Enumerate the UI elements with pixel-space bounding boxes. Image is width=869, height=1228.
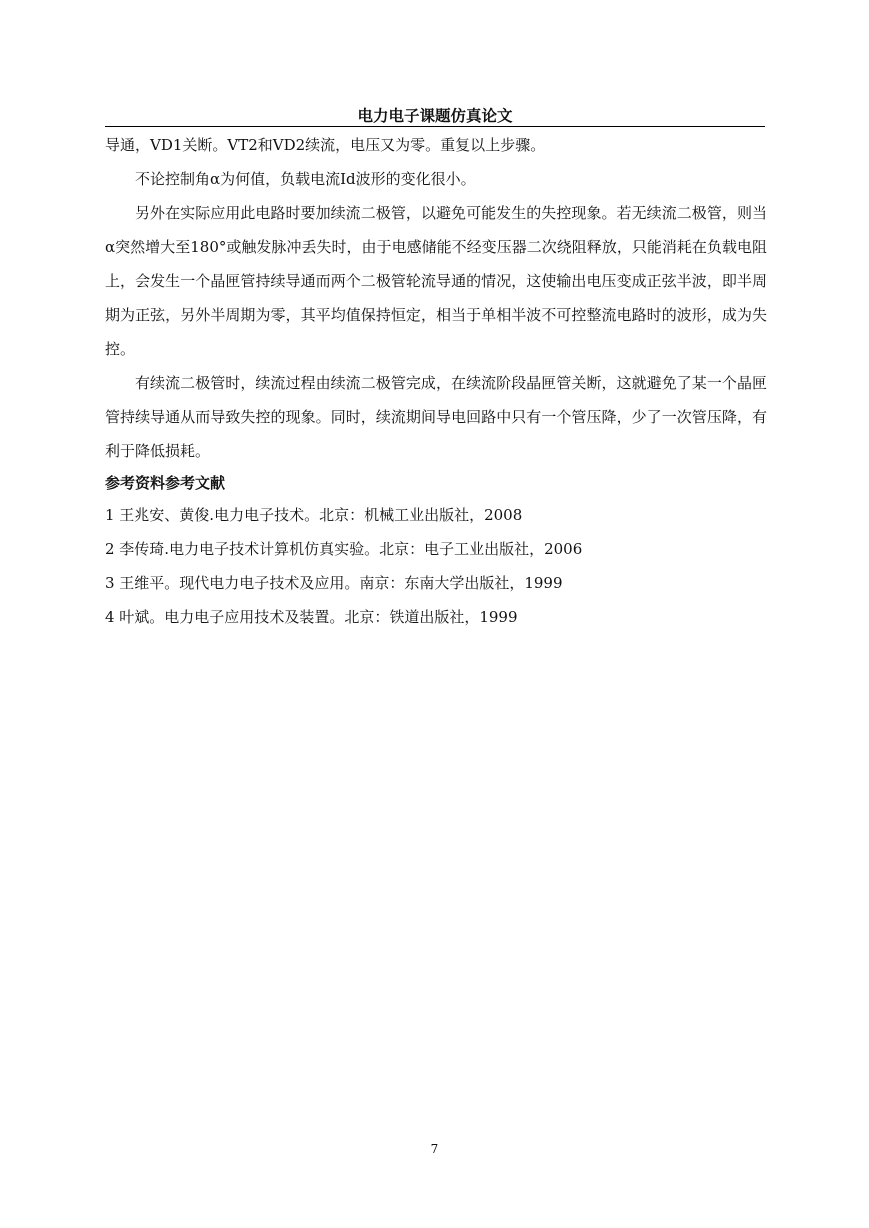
reference-item: 4 叶斌。电力电子应用技术及装置。北京：铁道出版社，1999: [105, 608, 518, 626]
header-divider: [105, 126, 765, 127]
body-paragraph: 另外在实际应用此电路时要加续流二极管，以避免可能发生的失控现象。若无续流二极管，则当α突然增大至180°或触发脉冲丢失时，由于电感储能不经变压器二次绕阻释放，只能消耗在负载电阻上，会发生一个晶匣管持续导通而两个二极管轮流导通的情况，这使输出电压变成正弦半波，即半周期为正弦，另外半周期为零，其平均值保持恒定，相当于单相半波不可控整流电路时的波形，成为失控。: [105, 204, 767, 358]
body-paragraph: 不论控制角α为何值，负载电流Id波形的变化很小。: [135, 170, 476, 188]
page-number: 7: [430, 1142, 439, 1156]
reference-item: 3 王维平。现代电力电子技术及应用。南京：东南大学出版社，1999: [105, 574, 563, 592]
page-header-title: 电力电子课题仿真论文: [357, 107, 513, 125]
page-content: [105, 128, 767, 634]
body-paragraph: 有续流二极管时，续流过程由续流二极管完成，在续流阶段晶匣管关断，这就避免了某一个晶匣管持续导通从而导致失控的现象。同时，续流期间导电回路中只有一个管压降，少了一次管压降，有利于降低损耗。: [105, 374, 767, 460]
reference-item: 2 李传琦.电力电子技术计算机仿真实验。北京：电子工业出版社，2006: [105, 540, 583, 558]
body-paragraph: 导通，VD1关断。VT2和VD2续流，电压又为零。重复以上步骤。: [105, 136, 546, 154]
reference-item: 1 王兆安、黄俊.电力电子技术。北京：机械工业出版社，2008: [105, 506, 523, 524]
references-heading: 参考资料参考文献: [105, 474, 226, 492]
